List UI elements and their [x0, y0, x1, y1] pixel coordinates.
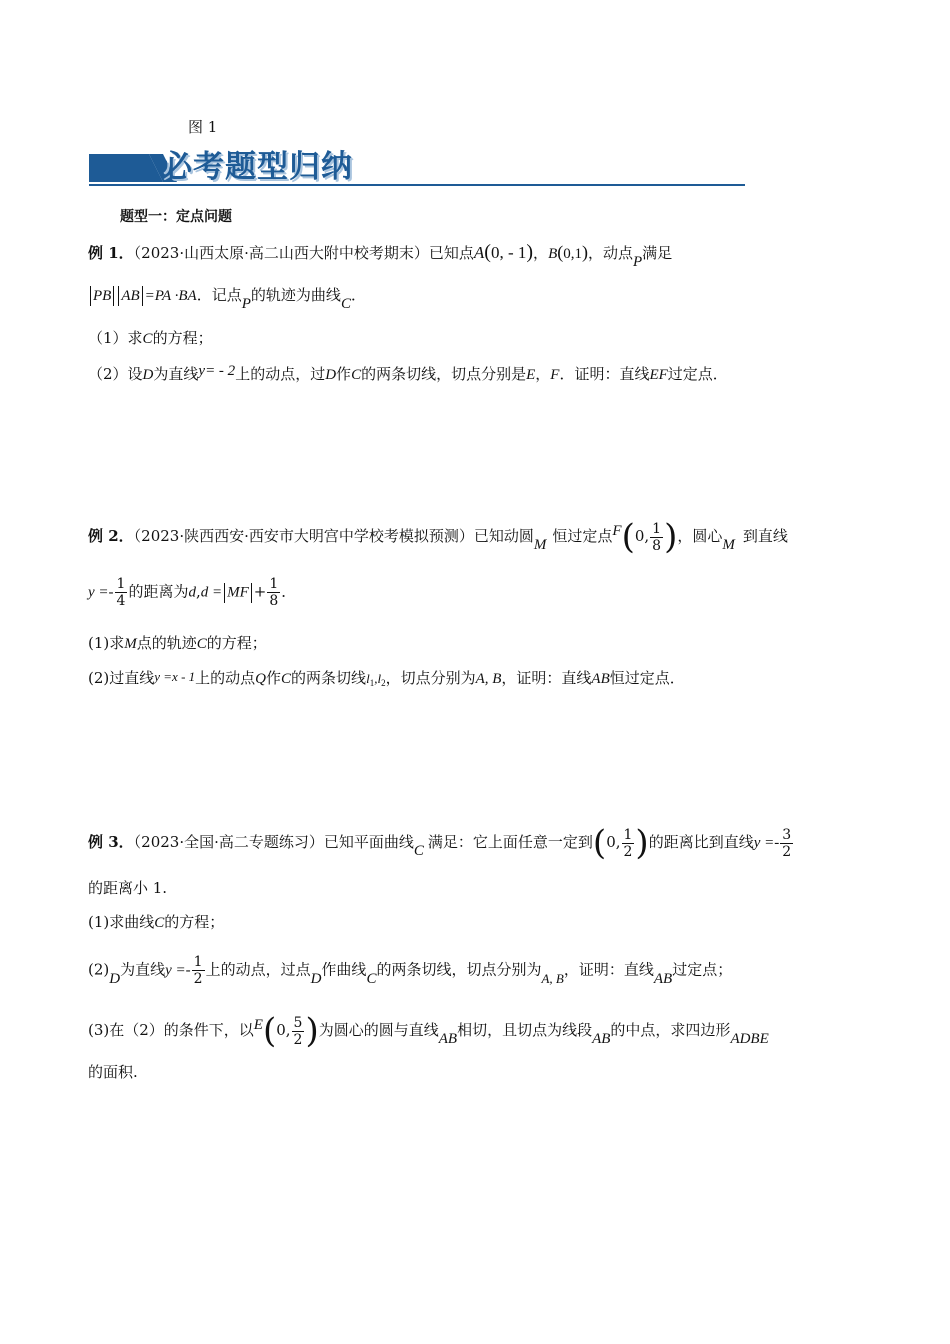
ex3-line2: 的距离小 1. — [88, 879, 168, 897]
section-title: 必考题型归纳 — [161, 149, 353, 185]
ex1-line1: 例 1．（2023·山西太原·高二山西大附中校考期末）已知点A(0, - 1)，B(0,1)，动点P满足 — [88, 241, 673, 270]
ex3-frac-q2: $\frac{1}{2}$ — [193, 954, 203, 987]
ex2-frac-d: $\frac{1}{8}$ — [269, 576, 279, 609]
ex3-q3: (3)在（2）的条件下，以E(0, $\frac{5}{2}$ )为圆心的圆与直线AB相切，且切点为线段AB的中点，求四边形ADBE — [88, 1011, 769, 1051]
ex1-q1: （1）求C的方程； — [88, 329, 213, 347]
ex2-line2: y =- $\frac{1}{4}$ 的距离为d,d = MF + $\frac{1}{8}$ ． — [88, 576, 297, 609]
ex1-point-p: P — [633, 254, 643, 270]
ex2-q2: (2)过直线y =x - 1上的动点Q作C的两条切线$l_1,l_2$，切点分别为A, B，证明：直线AB恒过定点． — [88, 669, 685, 688]
ex1-label: 例 1． — [88, 244, 134, 262]
ex3-frac-q3: $\frac{5}{2}$ — [293, 1014, 303, 1048]
ex1-line2: PB AB =PA ·BA．记点P的轨迹为曲线C． — [88, 285, 366, 306]
ex3-q3-line2: 的面积. — [88, 1063, 138, 1081]
ex2-line1: 例 2．（2023·陕西西安·西安市大明宫中学校考模拟预测）已知动圆M 恒过定点F(0, $\frac{1}{8}$ )，圆心M 到直线 — [88, 517, 788, 557]
ex3-q1: (1)求曲线C的方程； — [88, 913, 225, 931]
ex3-frac-pt: $\frac{1}{2}$ — [623, 826, 633, 860]
type-heading: 题型一：定点问题 — [120, 209, 232, 225]
ex1-point-b: B(0,1) — [548, 242, 588, 262]
ex3-label: 例 3． — [88, 833, 134, 851]
ex1-source: （2023·山西太原·高二山西大附中校考期末）已知点 — [133, 244, 474, 262]
ex2-label: 例 2． — [88, 527, 134, 545]
figure-label: 图 1 — [188, 118, 218, 136]
ex3-line1: 例 3．（2023·全国·高二专题练习）已知平面曲线C 满足：它上面任意一定到(0, $\frac{1}{2}$ )的距离比到直线y =- $\frac{3}{2}$ — [88, 823, 792, 863]
ex1-dot-product: =PA ·BA — [144, 288, 197, 304]
ex2-q1: (1)求M点的轨迹C的方程； — [88, 634, 267, 652]
ex1-q2: （2）设D为直线y= - 2上的动点，过D作C的两条切线，切点分别是E，F．证明：直线EF过定点． — [88, 363, 728, 383]
ex3-q2: (2)D为直线y =- $\frac{1}{2}$ 上的动点，过点D作曲线C的两条切线，切点分别为A, B，证明：直线AB过定点； — [88, 954, 733, 987]
ex1-point-a: A(0, - 1) — [473, 241, 534, 263]
section-banner — [89, 150, 749, 190]
ex2-frac-line: $\frac{1}{4}$ — [116, 576, 126, 609]
ex2-frac-f: $\frac{1}{8}$ — [652, 520, 662, 554]
ex3-frac-line: $\frac{3}{2}$ — [782, 826, 792, 860]
